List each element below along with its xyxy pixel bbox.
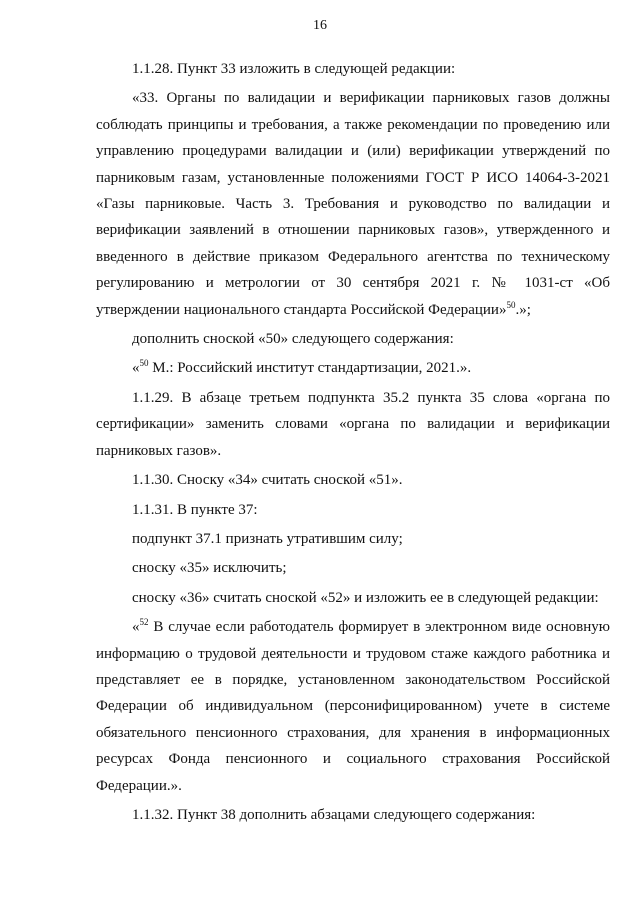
footnote-mark-50: 50 xyxy=(506,299,516,310)
footnote-50-text xyxy=(96,355,610,381)
footnote-mark-52: 52 xyxy=(139,617,149,628)
page-number: 16 xyxy=(313,18,327,33)
paragraph-subpoint-37-1: подпункт 37.1 признать утратившим силу; xyxy=(132,530,403,547)
footnote-52-text xyxy=(96,614,610,799)
paragraph-1-1-32: 1.1.32. Пункт 38 дополнить абзацами следующего содержания: xyxy=(132,806,536,823)
paragraph-1-1-31: 1.1.31. В пункте 37: xyxy=(132,501,258,518)
paragraph-text: «33. Органы по валидации и верификации парниковых газов должны соблюдать принципы и требования, а также рекомендации по проведению или управлению процедурами валидации и (или) верификации утверждений по парниковым газам, установленные положениями ГОСТ Р ИСО 14064-3-2021 «Газы парниковые. Часть 3. Требования и руководство по валидации и верификации заявлений в отношении парниковых газов», утвержденного и введенного в действие приказом Федерального агентства по техническому регулированию и метрологии от 30 сентября 2021 г. № 1031-ст «Об утверждении национального стандарта Российской Федерации» xyxy=(96,90,610,318)
paragraph-1-1-30: 1.1.30. Сноску «34» считать сноской «51». xyxy=(132,472,403,489)
paragraph-footnote-35: сноску «35» исключить; xyxy=(132,560,287,577)
footnote-52-body: В случае если работодатель формирует в электронном виде основную информацию о трудовой деятельности и трудовом стаже каждого работника и представляет ее в порядке, установленном законодательством Российской Федерации об индивидуальном (персонифицированном) учете в системе обязательного пенсионного страхования, для хранения в информационных ресурсах Фонда пенсионного и социального страхования Российской Федерации.». xyxy=(96,619,610,794)
paragraph-footnote-36: сноску «36» считать сноской «52» и изложить ее в следующей редакции: xyxy=(132,589,599,606)
paragraph-point-33 xyxy=(96,85,610,323)
footnote-50-body: М.: Российский институт стандартизации, 2021.». xyxy=(152,360,472,377)
paragraph-1-1-29: 1.1.29. В абзаце третьем подпункта 35.2 пункта 35 слова «органа по сертификации» заменить словами «органа по валидации и верификации парниковых газов». xyxy=(96,389,610,459)
paragraph-add-footnote-50: дополнить сноской «50» следующего содержания: xyxy=(132,331,454,348)
footnote-mark-50-ref: 50 xyxy=(139,358,149,369)
paragraph-1-1-28: 1.1.28. Пункт 33 изложить в следующей редакции: xyxy=(132,61,456,77)
open-quote: « xyxy=(132,360,140,377)
open-quote: « xyxy=(132,619,140,636)
document-body xyxy=(96,56,610,831)
paragraph-end-punct: .»; xyxy=(515,301,531,318)
